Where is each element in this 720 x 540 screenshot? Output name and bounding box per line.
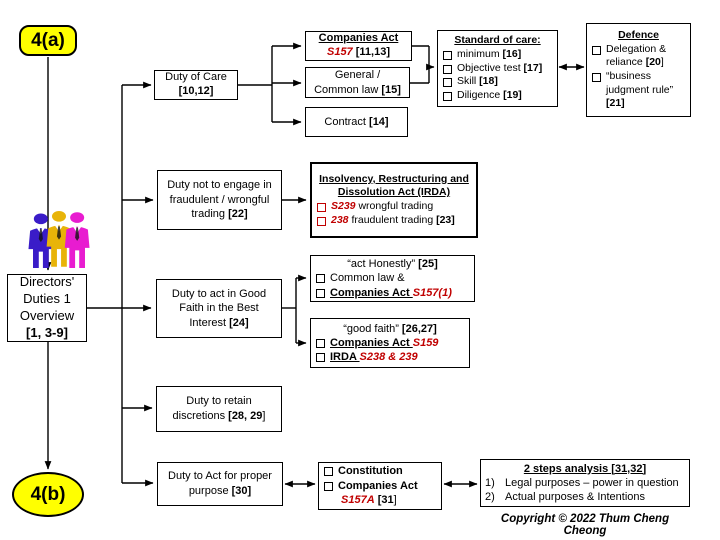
overview-box xyxy=(7,274,87,342)
overview-line: Overview xyxy=(19,308,75,323)
checkbox-icon xyxy=(592,46,601,55)
fraud-duty-line: Duty not to engage in xyxy=(167,179,272,192)
good-faith-sources-box xyxy=(310,318,470,368)
good-faith-duty-line: Interest [24] xyxy=(189,316,249,329)
defence-header: Defence xyxy=(618,29,659,42)
good-faith-sources-header: “good faith” [26,27] xyxy=(343,322,437,335)
irda-header: Insolvency, Restructuring and xyxy=(319,172,469,185)
overview-line: Duties 1 xyxy=(23,291,71,307)
general-common-line: General / xyxy=(334,69,381,82)
good-faith-sources-item: Companies Act S159 xyxy=(315,336,465,350)
two-steps-header: 2 steps analysis [31,32] xyxy=(523,462,647,475)
constitution-item: Companies Act xyxy=(323,479,437,493)
good-faith-sources-item: IRDA S238 & 239 xyxy=(315,350,465,364)
two-steps-item: 2) Actual purposes & Intentions xyxy=(485,491,646,504)
checkbox-icon xyxy=(324,482,333,491)
standard-item: Skill [18] xyxy=(442,75,553,89)
checkbox-icon xyxy=(316,353,325,362)
duty-of-care-box xyxy=(154,70,238,100)
general-common-law-box xyxy=(305,67,410,98)
person-magenta-icon xyxy=(65,212,90,268)
good-faith-duty-line: Faith in the Best xyxy=(179,302,259,315)
irda-header: Dissolution Act (IRDA) xyxy=(337,186,451,199)
irda-box xyxy=(310,162,478,238)
terminator-4a xyxy=(19,25,77,56)
copyright-text: Copyright © 2022 Thum Cheng Cheong xyxy=(500,513,670,537)
companies-act-line: Companies Act xyxy=(318,32,399,45)
terminator-4b-label: 4(b) xyxy=(30,483,66,505)
contract-line: Contract [14] xyxy=(324,115,389,128)
standard-of-care-header: Standard of care: xyxy=(454,34,541,47)
retain-discretions-line: discretions [28, 29] xyxy=(172,410,266,422)
constitution-item: Constitution xyxy=(323,464,437,478)
duty-of-care-line: [10,12] xyxy=(178,85,214,97)
proper-purpose-line: Duty to Act for proper xyxy=(168,470,272,483)
two-steps-item: 1) Legal purposes – power in question xyxy=(485,476,679,489)
standard-item: Objective test [17] xyxy=(442,62,553,76)
two-steps-analysis-box xyxy=(480,459,690,507)
checkbox-icon xyxy=(316,274,325,283)
standard-item: Diligence [19] xyxy=(442,89,553,103)
contract-box xyxy=(305,107,408,137)
checkbox-icon xyxy=(443,51,452,60)
checkbox-icon xyxy=(443,65,452,74)
act-honestly-box xyxy=(310,255,475,302)
companies-act-s157-box xyxy=(305,31,412,61)
defence-item: “business judgment rule” [21] xyxy=(591,70,686,111)
checkbox-icon xyxy=(316,339,325,348)
checkbox-icon xyxy=(443,92,452,101)
checkbox-icon xyxy=(316,289,325,298)
retain-discretions-box xyxy=(156,386,282,432)
checkbox-red-icon xyxy=(317,203,326,212)
checkbox-icon xyxy=(324,467,333,476)
duty-of-care-line: Duty of Care xyxy=(165,71,227,84)
standard-of-care-box xyxy=(437,30,558,107)
checkbox-red-icon xyxy=(317,217,326,226)
retain-discretions-line: Duty to retain xyxy=(186,395,252,408)
checkbox-icon xyxy=(592,73,601,82)
checkbox-icon xyxy=(443,78,452,87)
proper-purpose-line: purpose [30] xyxy=(188,485,252,497)
companies-act-line: S157 [11,13] xyxy=(326,46,390,58)
constitution-statute-line: S157A [31] xyxy=(341,494,397,507)
standard-item: minimum [16] xyxy=(442,48,553,62)
defence-box xyxy=(586,23,691,117)
irda-item: 238 fraudulent trading [23] xyxy=(316,214,472,228)
act-honestly-item: Common law & xyxy=(315,271,470,285)
constitution-box xyxy=(318,462,442,510)
directors-people-icon xyxy=(26,210,92,268)
fraud-duty-line: fraudulent / wrongful xyxy=(169,193,270,206)
fraud-duty-line: trading [22] xyxy=(191,208,248,221)
act-honestly-header: “act Honestly” [25] xyxy=(347,258,438,271)
overview-line: [1, 3-9] xyxy=(26,324,68,340)
overview-line: Directors' xyxy=(19,274,75,290)
fraud-trading-duty-box xyxy=(157,170,282,230)
terminator-4a-label: 4(a) xyxy=(31,29,65,51)
good-faith-duty-line: Duty to act in Good xyxy=(171,287,267,300)
good-faith-duty-box xyxy=(156,279,282,338)
general-common-line: Common law [15] xyxy=(314,83,401,96)
defence-item: Delegation & reliance [20] xyxy=(591,43,686,70)
proper-purpose-duty-box xyxy=(157,462,283,506)
act-honestly-item: Companies Act S157(1) xyxy=(315,286,470,300)
terminator-4b xyxy=(12,472,84,517)
irda-item: S239 wrongful trading xyxy=(316,200,472,214)
